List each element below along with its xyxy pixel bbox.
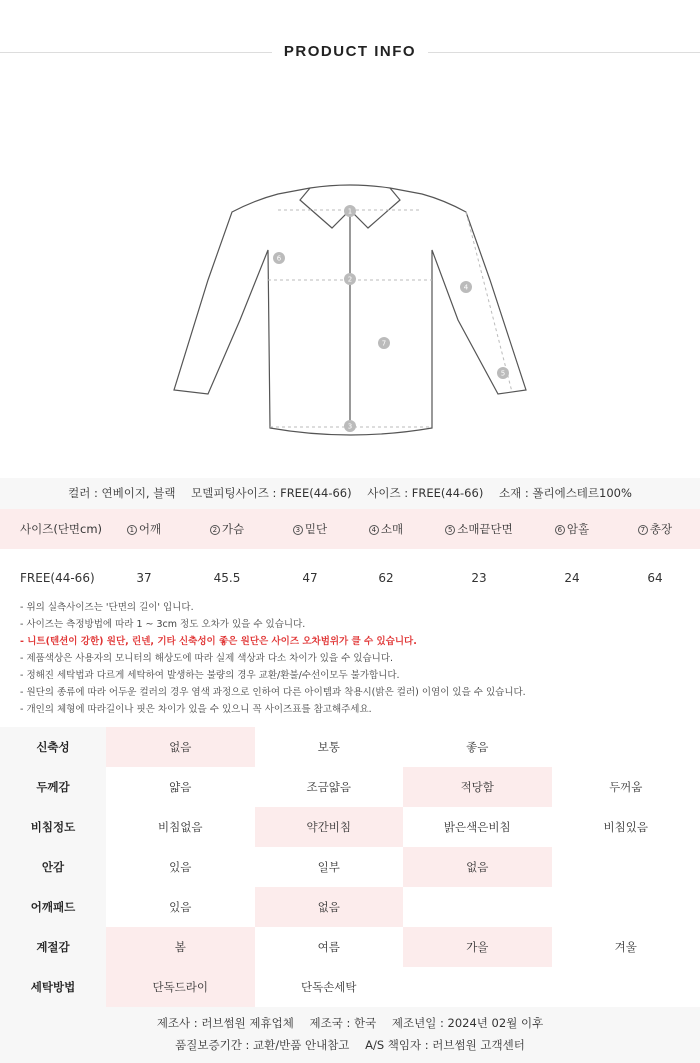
model-size-info: 모델피팅사이즈 : FREE(44-66)	[191, 486, 352, 500]
feature-row	[0, 887, 700, 927]
svg-text:7: 7	[381, 339, 387, 348]
size-header-hem: 3 밑단	[272, 509, 348, 549]
feature-option: 보통	[317, 740, 340, 754]
svg-text:4: 4	[463, 283, 469, 292]
feature-option: 밝은색은비침	[443, 820, 511, 834]
size-cell: 62	[378, 571, 394, 585]
note-item: - 원단의 종류에 따라 어두운 컬러의 경우 염색 과정으로 인하여 다른 아이템과 착용시(밝은 컬러) 이염이 있을 수 있습니다.	[20, 687, 526, 698]
size-header-armhole: 6 암홀	[534, 509, 610, 549]
svg-text:6: 6	[276, 254, 282, 263]
size-header-sleeve: 4 소매	[348, 509, 424, 549]
size-header-label: 사이즈(단면cm)	[0, 509, 106, 549]
feature-option: 두꺼움	[609, 780, 643, 794]
note-item: - 개인의 체형에 따라길이나 핏은 차이가 있을 수 있으니 꼭 사이즈표를 참고해주세요.	[20, 704, 372, 715]
shirt-diagram	[160, 170, 540, 450]
feature-row	[0, 767, 700, 807]
feature-option	[552, 727, 700, 767]
feature-option: 없음	[403, 847, 552, 887]
as-info: A/S 책임자 : 러브썸원 고객센터	[365, 1038, 525, 1052]
size-header-cuff: 5 소매끝단면	[424, 509, 534, 549]
size-cell: 37	[136, 571, 152, 585]
size-cell: 45.5	[213, 571, 241, 585]
svg-text:3: 3	[347, 422, 353, 431]
header	[0, 0, 700, 100]
note-item-warning: - 니트(텐션이 강한) 원단, 린넨, 기타 신축성이 좋은 원단은 사이즈 오차범위가 클 수 있습니다.	[20, 636, 417, 647]
feature-row	[0, 807, 700, 847]
feature-option: 약간비침	[255, 807, 404, 847]
warranty-info: 품질보증기간 : 교환/반품 안내참고	[175, 1038, 350, 1052]
size-cell: 23	[471, 571, 487, 585]
feature-option: 없음	[255, 887, 404, 927]
feature-option: 비침있음	[603, 820, 648, 834]
size-header-shoulder: 1 어깨	[106, 509, 182, 549]
feature-row	[0, 847, 700, 887]
feature-option: 가을	[403, 927, 552, 967]
feature-option: 얇음	[169, 780, 192, 794]
date-info: 제조년일 : 2024년 02월 이후	[391, 1016, 544, 1030]
svg-text:5: 5	[500, 369, 506, 378]
feature-label: 계절감	[0, 927, 106, 967]
maker-info: 제조사 : 러브썸원 제휴업체	[156, 1016, 294, 1030]
feature-option: 조금얇음	[306, 780, 351, 794]
feature-row	[0, 967, 700, 1007]
feature-label: 어깨패드	[0, 887, 106, 927]
size-cell: 47	[302, 571, 318, 585]
feature-option	[552, 967, 700, 1007]
divider-right	[428, 52, 700, 53]
note-item: - 위의 실측사이즈는 '단면의 길이' 입니다.	[20, 602, 194, 613]
feature-option: 없음	[106, 727, 255, 767]
feature-option: 적당함	[403, 767, 552, 807]
feature-row	[0, 727, 700, 767]
svg-text:2: 2	[347, 275, 353, 284]
svg-text:1: 1	[347, 207, 353, 216]
feature-option: 비침없음	[158, 820, 203, 834]
feature-row	[0, 927, 700, 967]
size-notes	[20, 599, 680, 718]
size-cell: FREE(44-66)	[20, 571, 95, 585]
feature-label: 신축성	[0, 727, 106, 767]
feature-option: 겨울	[614, 940, 637, 954]
product-summary	[0, 478, 700, 509]
feature-option: 단독손세탁	[300, 980, 357, 994]
feature-option: 일부	[317, 860, 340, 874]
feature-label: 세탁방법	[0, 967, 106, 1007]
size-header-chest: 2 가슴	[182, 509, 272, 549]
feature-option	[552, 887, 700, 927]
feature-option	[552, 847, 700, 887]
country-info: 제조국 : 한국	[309, 1016, 377, 1030]
feature-label: 안감	[0, 847, 106, 887]
feature-option: 봄	[106, 927, 255, 967]
note-item: - 사이즈는 측정방법에 따라 1 ~ 3cm 정도 오차가 있을 수 있습니다.	[20, 619, 306, 630]
feature-option: 여름	[317, 940, 340, 954]
feature-option	[403, 887, 552, 927]
size-table	[0, 509, 700, 607]
feature-option: 좋음	[466, 740, 489, 754]
size-cell: 24	[564, 571, 580, 585]
feature-option: 있음	[169, 900, 192, 914]
size-header-length: 7 총장	[610, 509, 700, 549]
feature-table	[0, 727, 700, 1007]
feature-label: 비침정도	[0, 807, 106, 847]
footer	[0, 1007, 700, 1063]
size-cell: 64	[647, 571, 663, 585]
feature-label: 두께감	[0, 767, 106, 807]
feature-option	[403, 967, 552, 1007]
feature-option: 단독드라이	[106, 967, 255, 1007]
note-item: - 정해진 세탁법과 다르게 세탁하여 발생하는 불량의 경우 교환/환불/수선이모두 불가합니다.	[20, 670, 400, 681]
feature-option: 있음	[169, 860, 192, 874]
material-info: 소재 : 폴리에스테르100%	[498, 486, 632, 500]
color-info: 컬러 : 연베이지, 블랙	[68, 486, 176, 500]
note-item: - 제품색상은 사용자의 모니터의 해상도에 따라 실제 색상과 다소 차이가 있을 수 있습니다.	[20, 653, 394, 664]
size-table-header	[0, 509, 700, 549]
size-info: 사이즈 : FREE(44-66)	[367, 486, 484, 500]
page-title: PRODUCT INFO	[283, 43, 417, 60]
